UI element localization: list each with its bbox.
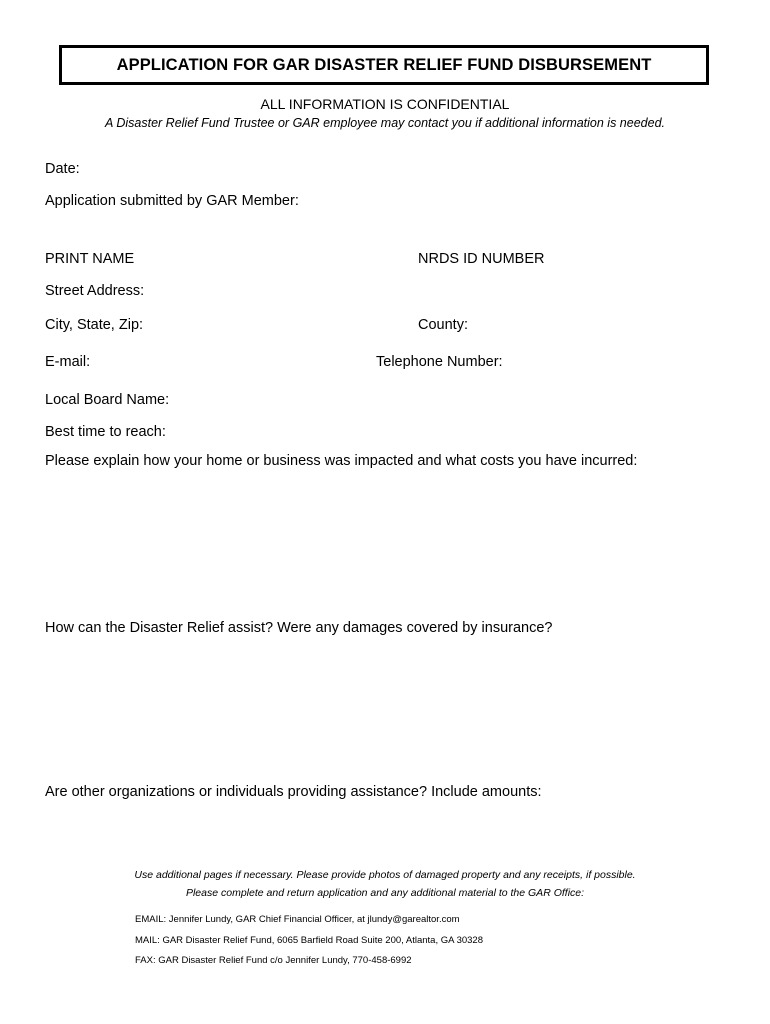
email-label: E-mail: bbox=[45, 354, 91, 370]
other-orgs-question: Are other organizations or individuals providing assistance? Include amounts: bbox=[45, 784, 542, 800]
contact-email: EMAIL: Jennifer Lundy, GAR Chief Financial Officer, at jlundy@garealtor.com bbox=[135, 914, 460, 925]
date-label: Date: bbox=[45, 161, 80, 177]
city-state-zip-label: City, State, Zip: bbox=[45, 317, 144, 333]
contact-note: A Disaster Relief Fund Trustee or GAR employee may contact you if additional information is needed. bbox=[105, 116, 665, 130]
county-label: County: bbox=[418, 317, 468, 333]
contact-fax: FAX: GAR Disaster Relief Fund c/o Jennifer Lundy, 770-458-6992 bbox=[135, 955, 412, 966]
contact-mail: MAIL: GAR Disaster Relief Fund, 6065 Barfield Road Suite 200, Atlanta, GA 30328 bbox=[135, 935, 484, 946]
nrds-id-label: NRDS ID NUMBER bbox=[418, 251, 545, 267]
assist-question: How can the Disaster Relief assist? Were any damages covered by insurance? bbox=[45, 620, 553, 636]
footer-note-return: Please complete and return application and any additional material to the GAR Office: bbox=[185, 887, 585, 899]
form-title-box bbox=[59, 45, 709, 85]
telephone-label: Telephone Number: bbox=[376, 354, 503, 370]
form-title: APPLICATION FOR GAR DISASTER RELIEF FUND DISBURSEMENT bbox=[116, 55, 652, 74]
local-board-label: Local Board Name: bbox=[45, 392, 170, 408]
best-time-label: Best time to reach: bbox=[45, 424, 166, 440]
print-name-label: PRINT NAME bbox=[45, 251, 135, 267]
footer-note-additional-pages: Use additional pages if necessary. Please provide photos of damaged property and any receipts, if possible. bbox=[134, 869, 636, 881]
submitted-by-label: Application submitted by GAR Member: bbox=[45, 193, 299, 209]
confidential-notice: ALL INFORMATION IS CONFIDENTIAL bbox=[260, 96, 510, 112]
impact-question: Please explain how your home or business was impacted and what costs you have incurred: bbox=[45, 453, 638, 469]
street-address-label: Street Address: bbox=[45, 283, 145, 299]
